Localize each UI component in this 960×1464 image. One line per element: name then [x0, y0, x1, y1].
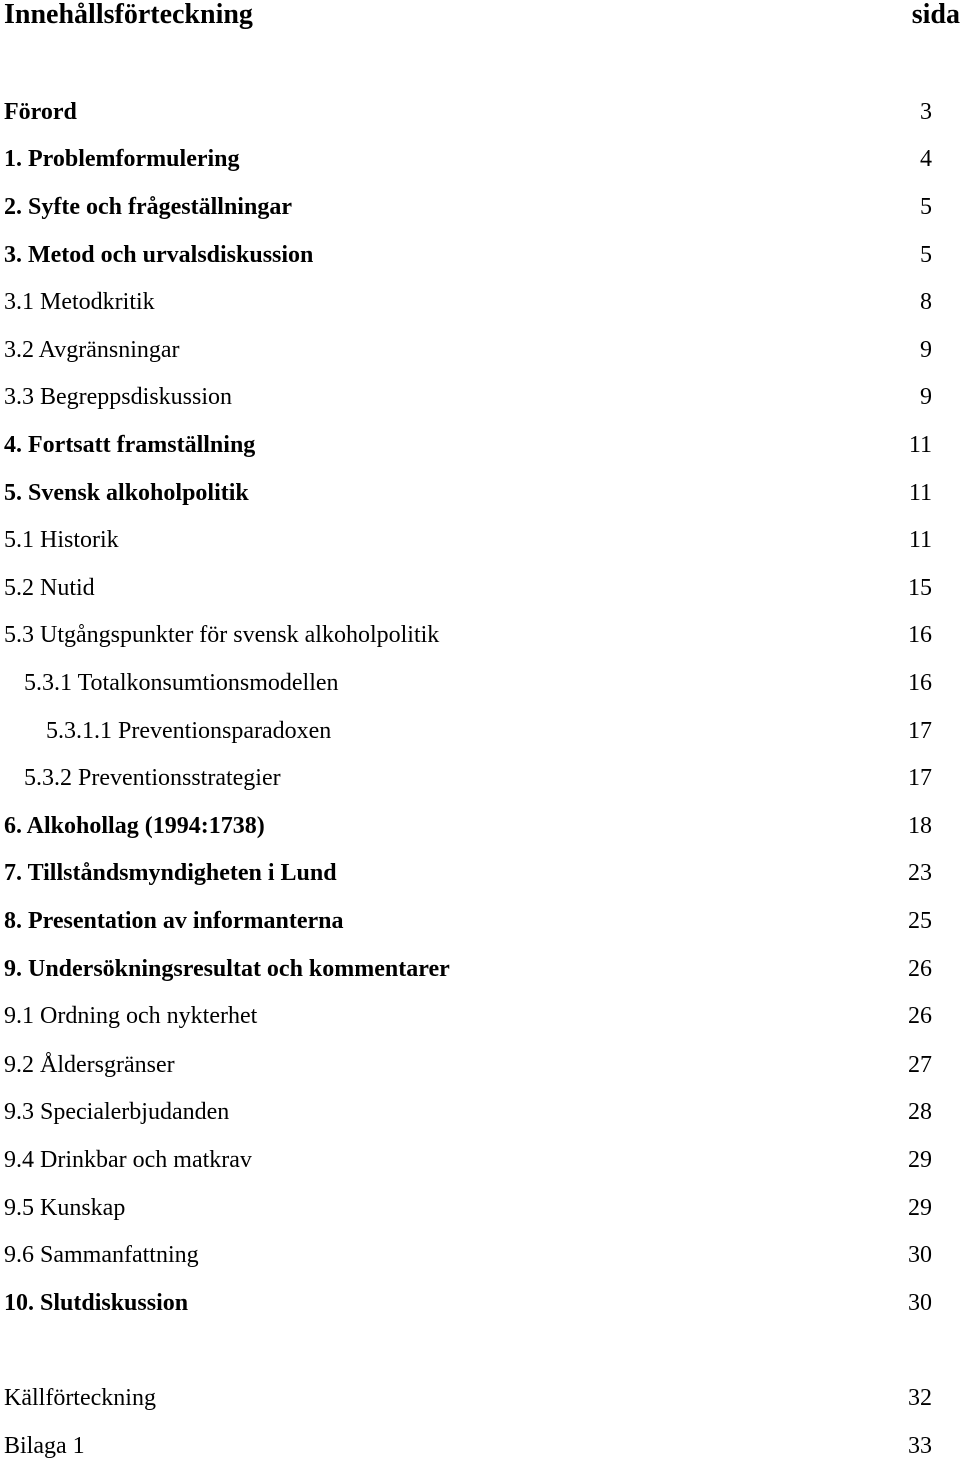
- toc-entry-title: 9.3 Specialerbjudanden: [4, 1099, 230, 1125]
- toc-entry-title: 8. Presentation av informanterna: [4, 908, 344, 934]
- toc-entry-page-number: 25: [908, 908, 932, 934]
- toc-entry-title: 5.1 Historik: [4, 527, 119, 553]
- page-column-label: sida: [911, 0, 960, 30]
- toc-entry-title: 3.2 Avgränsningar: [4, 337, 180, 363]
- toc-entry: [0, 97, 960, 127]
- toc-entry-title: 5.2 Nutid: [4, 575, 95, 601]
- toc-entry-title: 9. Undersökningsresultat och kommentarer: [4, 956, 450, 982]
- toc-entry-title: 9.6 Sammanfattning: [4, 1242, 199, 1268]
- toc-entry-title: 7. Tillståndsmyndigheten i Lund: [4, 860, 337, 886]
- toc-entry-title: 5.3.1.1 Preventionsparadoxen: [46, 718, 332, 744]
- toc-entry-title: 5. Svensk alkoholpolitik: [4, 480, 249, 506]
- toc-entry-page-number: 26: [908, 956, 932, 982]
- toc-entry-title: Bilaga 1: [4, 1433, 85, 1459]
- toc-entry: [0, 192, 960, 222]
- toc-entry: [0, 763, 960, 793]
- toc-entry: [0, 668, 960, 698]
- toc-entry: [0, 1001, 960, 1031]
- toc-entry: [0, 525, 960, 555]
- toc-entry-page-number: 9: [920, 337, 932, 363]
- toc-entry-page-number: 16: [908, 670, 932, 696]
- toc-entry-title: 3.3 Begreppsdiskussion: [4, 384, 232, 410]
- page-title: Innehållsförteckning: [4, 0, 253, 30]
- toc-entry: [0, 478, 960, 508]
- toc-entry-page-number: 8: [920, 289, 932, 315]
- toc-entry: [0, 335, 960, 365]
- toc-entry-page-number: 32: [908, 1385, 932, 1411]
- toc-entry-title: Förord: [4, 99, 77, 125]
- toc-entry-page-number: 27: [908, 1052, 932, 1078]
- toc-entry: [0, 287, 960, 317]
- toc-entry-title: 5.3.2 Preventionsstrategier: [24, 765, 281, 791]
- toc-entry-title: 9.2 Åldersgränser: [4, 1052, 175, 1078]
- toc-entry: [0, 1050, 960, 1080]
- toc-entry-title: 4. Fortsatt framställning: [4, 432, 256, 458]
- toc-entry-page-number: 9: [920, 384, 932, 410]
- toc-entry-title: 3.1 Metodkritik: [4, 289, 155, 315]
- toc-entry-title: 6. Alkohollag (1994:1738): [4, 813, 265, 839]
- toc-entry-page-number: 30: [908, 1242, 932, 1268]
- toc-entry-title: 2. Syfte och frågeställningar: [4, 194, 292, 220]
- toc-entry: [0, 430, 960, 460]
- toc-entry: [0, 620, 960, 650]
- toc-entry: [0, 1240, 960, 1270]
- toc-entry: [0, 1383, 960, 1413]
- toc-entry-title: 9.5 Kunskap: [4, 1195, 126, 1221]
- toc-entry: [0, 1145, 960, 1175]
- toc-entry-page-number: 29: [908, 1195, 932, 1221]
- toc-entry-title: 10. Slutdiskussion: [4, 1290, 189, 1316]
- toc-entry-page-number: 28: [908, 1099, 932, 1125]
- toc-entry-page-number: 29: [908, 1147, 932, 1173]
- toc-entry: [0, 1193, 960, 1223]
- toc-entry: [0, 954, 960, 984]
- toc-entry-title: 9.4 Drinkbar och matkrav: [4, 1147, 252, 1173]
- toc-entry-page-number: 17: [908, 718, 932, 744]
- toc-entry-title: Källförteckning: [4, 1385, 156, 1411]
- toc-entry-page-number: 5: [920, 194, 932, 220]
- toc-entry: [0, 1288, 960, 1318]
- toc-entry: [0, 573, 960, 603]
- toc-entry-page-number: 18: [908, 813, 932, 839]
- toc-entry-page-number: 26: [908, 1003, 932, 1029]
- toc-entry-page-number: 16: [908, 622, 932, 648]
- toc-entry-page-number: 3: [920, 99, 932, 125]
- toc-entry-page-number: 30: [908, 1290, 932, 1316]
- toc-entry: [0, 382, 960, 412]
- toc-entry: [0, 906, 960, 936]
- toc-entry-page-number: 11: [908, 527, 932, 553]
- toc-entry-page-number: 11: [908, 432, 932, 458]
- toc-entry: [0, 1431, 960, 1461]
- toc-entry-page-number: 4: [920, 146, 932, 172]
- toc-entry-title: 9.1 Ordning och nykterhet: [4, 1003, 258, 1029]
- toc-entry-page-number: 33: [908, 1433, 932, 1459]
- toc-entry: [0, 1097, 960, 1127]
- toc-entry-title: 1. Problemformulering: [4, 146, 240, 172]
- toc-entry-title: 5.3 Utgångspunkter för svensk alkoholpolitik: [4, 622, 440, 648]
- toc-entry-page-number: 15: [908, 575, 932, 601]
- toc-entry: [0, 858, 960, 888]
- toc-entry: [0, 144, 960, 174]
- toc-header: [0, 0, 960, 36]
- toc-entry: [0, 811, 960, 841]
- toc-entry-page-number: 11: [908, 480, 932, 506]
- toc-entry-page-number: 5: [920, 242, 932, 268]
- toc-entry: [0, 716, 960, 746]
- toc-entry: [0, 240, 960, 270]
- toc-entry-page-number: 17: [908, 765, 932, 791]
- toc-entry-page-number: 23: [908, 860, 932, 886]
- toc-entry-title: 5.3.1 Totalkonsumtionsmodellen: [24, 670, 339, 696]
- toc-entry-title: 3. Metod och urvalsdiskussion: [4, 242, 314, 268]
